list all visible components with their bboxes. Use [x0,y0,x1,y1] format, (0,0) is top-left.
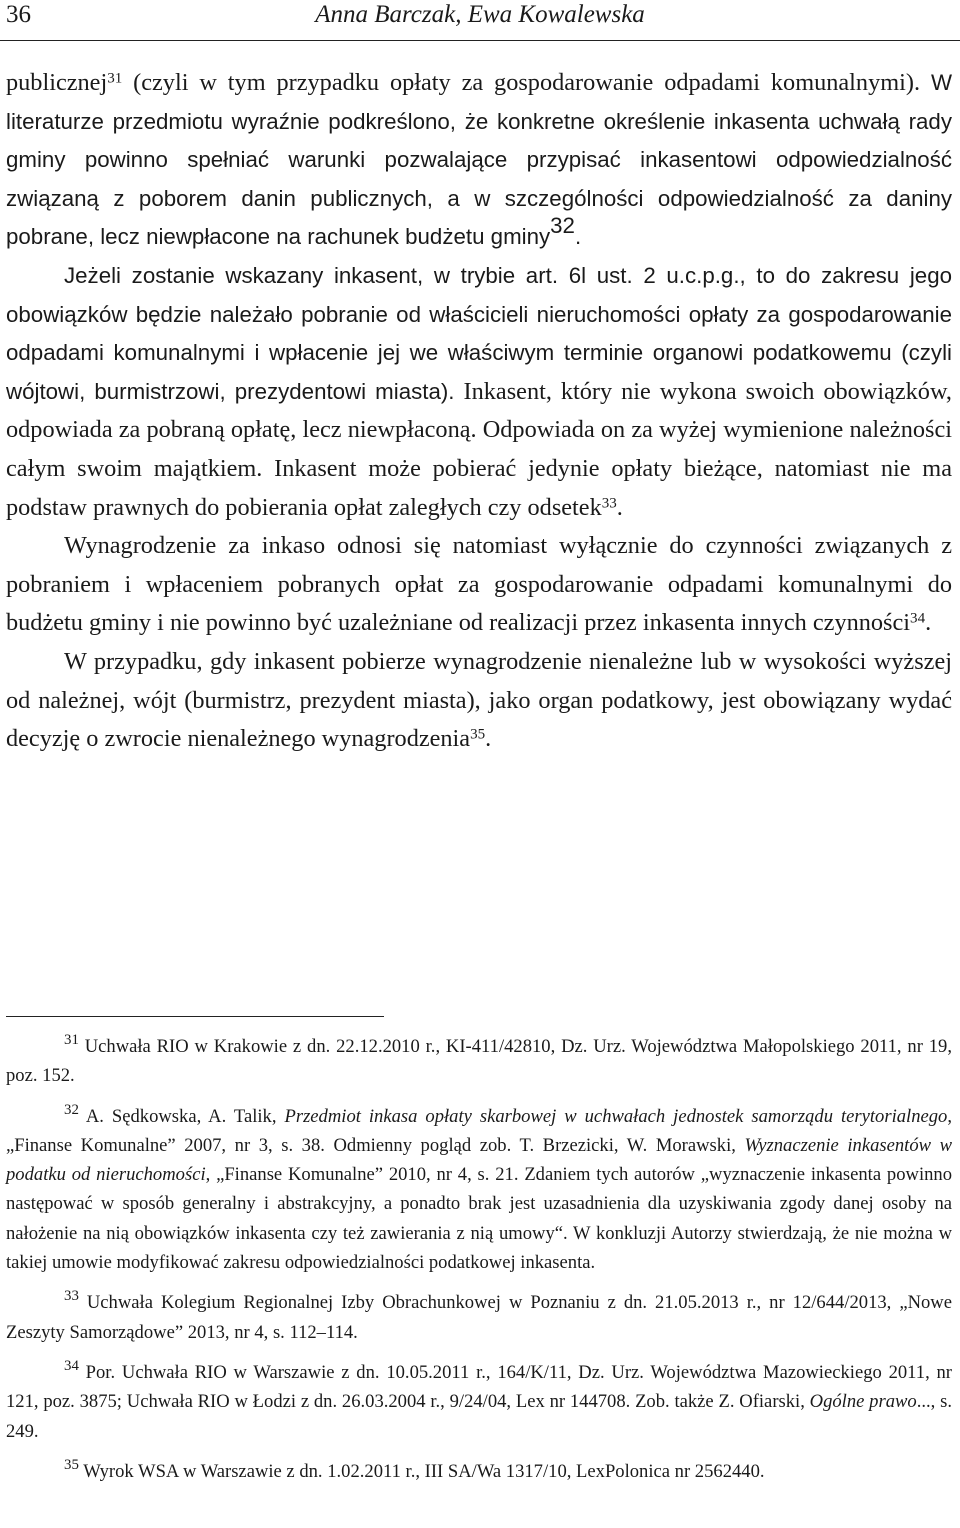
footnote-35 [6,1457,952,1486]
footnote-32-title-2: Wyznaczenie inkasentów w podatku od nieruchomości [6,1134,952,1186]
footnote-34-text-c: ..., s. 249. [6,1391,952,1442]
paragraph-2-text-a: Jeżeli zostanie wskazany inkasent, w trybie art. 6l ust. 2 u.c.p.g., to do zakresu jego obowiązków będzie należało pobranie od właścicieli nieruchomości opłaty za gospodarowanie odpadami komunalnymi i wpłacenie jej we właściwym terminie organowi podatkowemu (czyli wójtowi, burmistrzowi, prezydentowi miasta). [6,262,952,404]
footnote-33-text: Uchwała Kolegium Regionalnej Izby Obrachunkowej w Poznaniu z dn. 21.05.2013 r., nr 12/644/2013, „Nowe Zeszyty Samorządowe” 2013, nr 4, s. 112–114. [6,1292,952,1343]
paragraph-2-text-c: . [616,493,623,521]
footnotes [6,1032,952,1497]
page-header [0,0,960,40]
footnote-34-title: Ogólne prawo [809,1391,917,1413]
paragraph-1-text-c: W literaturze przedmiotu wyraźnie podkreślono, że konkretne określenie inkasenta uchwałą rady gminy powinno spełniać warunki pozwalające przypisać inkasentowi odpowiedzialność związaną z poborem danin publicznych, a w szczególności odpowiedzialność za daniny pobrane, lecz niewpłacone na rachunek budżetu gminy [6,70,952,250]
paragraph-3-end: . [925,609,932,637]
footnote-number-33: 33 [64,1288,79,1305]
paragraph-4-text: W przypadku, gdy inkasent pobierze wynagrodzenie nienależne lub w wysokości wyższej od należnej, wójt (burmistrz, prezydent miasta), jako organ podatkowy, jest obowiązany wydać decyzję o zwrocie nienależnego wynagrodzenia [6,647,952,753]
footnote-number-32: 32 [64,1101,79,1118]
paragraph-1-text-b: (czyli w tym przypadku opłaty za gospodarowanie odpadami komunalnymi). [122,69,931,96]
paragraph-4-end: . [485,725,492,753]
footnote-34 [6,1358,952,1446]
footnote-31-text: Uchwała RIO w Krakowie z dn. 22.12.2010 r., KI-411/42810, Dz. Urz. Województwa Małopolskiego 2011, nr 19, poz. 152. [6,1036,952,1087]
footnote-ref-33[interactable]: 33 [601,495,617,511]
paragraph-2 [6,257,952,527]
header-rule [0,40,960,41]
paragraph-1-text-a: publicznej [6,69,108,96]
footnote-33 [6,1288,952,1347]
paragraph-1 [6,64,952,257]
footnote-32-title-1: Przedmiot inkasa opłaty skarbowej w uchwałach jednostek samorządu terytorialnego [284,1105,948,1127]
paragraph-4 [6,643,952,759]
footnote-31 [6,1032,952,1091]
footnote-number-31: 31 [64,1031,79,1048]
paragraph-2-text-b: Inkasent, który nie wykona swoich obowiązków, odpowiada za pobraną opłatę, lecz niewpłaconą. Odpowiada on za wyżej wymienione należności całym swoim majątkiem. Inkasent może pobierać jedynie opłaty bieżące, natomiast nie ma podstaw prawnych do pobierania opłat zaległych czy odsetek [6,377,952,521]
main-text [6,64,952,759]
footnote-ref-32[interactable]: 32 [550,213,575,239]
footnote-separator [6,1016,384,1017]
footnote-32-text-a: A. Sędkowska, A. Talik, [85,1105,285,1127]
paragraph-3-text: Wynagrodzenie za inkaso odnosi się natomiast wyłącznie do czynności związanych z pobraniem i wpłaceniem pobranych opłat za gospodarowanie odpadami komunalnymi do budżetu gminy i nie powinno być uzależniane od realizacji przez inkasenta innych czynności [6,532,952,637]
paragraph-1-text-d: . [574,224,582,250]
footnote-35-text: Wyrok WSA w Warszawie z dn. 1.02.2011 r., III SA/Wa 1317/10, LexPolonica nr 2562440. [83,1460,765,1482]
footnote-32-text-c: , „Finanse Komunalne” 2007, nr 3, s. 38. Odmienny pogląd zob. T. Brzezicki, W. Morawski, [6,1105,952,1156]
paragraph-3 [6,527,952,643]
footnote-ref-34[interactable]: 34 [910,610,926,627]
page-number: 36 [6,1,31,28]
footnote-number-34: 34 [64,1357,79,1374]
footnote-32 [6,1102,952,1278]
footnote-32-text-e: , „Finanse Komunalne” 2010, nr 4, s. 21. Zdaniem tych autorów „wyznaczenie inkasenta powinno następować w sposób generalny i abstrakcyjny, a ponadto brak jest uzasadnienia dla uzyskiwania zgody danej osoby na nałożenie na nią obowiązków inkasenta czy też zawierania z nią umowy“. W konkluzji Autorzy stwierdzają, że nie można w takiej umowie modyfikować zakresu odpowiedzialności podatkowej inkasenta. [6,1164,952,1274]
footnote-ref-31[interactable]: 31 [107,70,123,87]
footnote-number-35: 35 [64,1456,79,1473]
footnote-ref-35[interactable]: 35 [470,726,486,743]
footnote-34-text-a: Por. Uchwała RIO w Warszawie z dn. 10.05.2011 r., 164/K/11, Dz. Urz. Województwa Mazowieckiego 2011, nr 121, poz. 3875; Uchwała RIO w Łodzi z dn. 26.03.2004 r., 9/24/04, Lex nr 144708. Zob. także Z. Ofiarski, [6,1361,952,1413]
running-head-authors: Anna Barczak, Ewa Kowalewska [315,1,645,28]
